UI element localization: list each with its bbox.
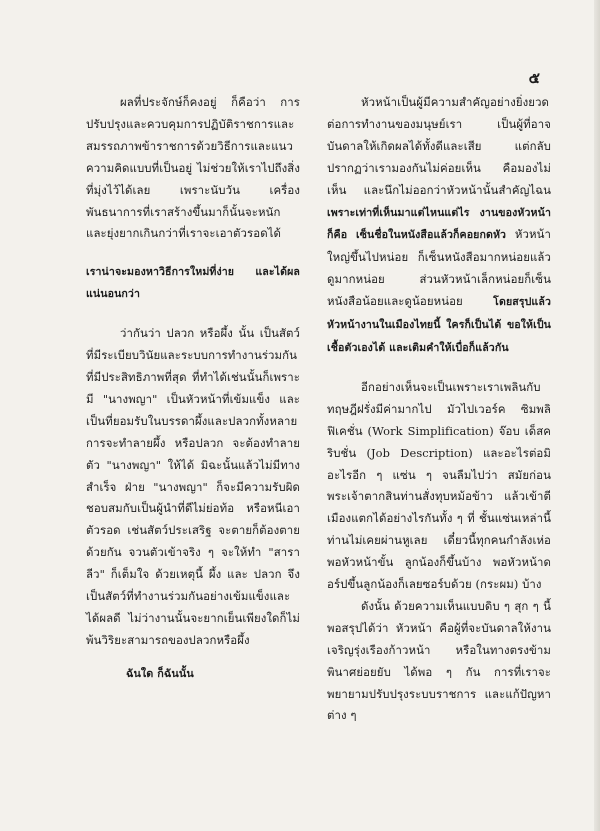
right-paragraph-1 [327,92,551,360]
right-paragraph-1-bold-2: โดยสรุปแล้วหัวหน้างานในเมืองไทยนี้ ใครก็เป็นได้ ขอให้เป็นเชื้อตัวเองได้ และเติมคำให้เบื่อก็แล้วกัน [327,296,551,354]
right-paragraph-1-bold: เพราะเท่าที่เห็นมาแต่ไหนแต่ไร งานของหัวหน้า ก็คือ เซ็นชื่อในหนังสือแล้วก็คอยกดหัว [327,206,551,242]
page-number: ๕ [528,69,540,87]
left-paragraph-1: ผลที่ประจักษ์ก็คงอยู่ ก็คือว่า การปรับปรุงและควบคุมการปฏิบัติราชการและสมรรถภาพข้าราชการด้วยวิธีการและแนวความคิดแบบที่เป็นอยู่ ไม่ช่วยให้เราไปถึงสิ่งที่มุ่งไว้ได้เลย เพราะนับวัน เครื่องพันธนาการที่เราสร้างขึ้นมาก็นั้นจะหนักและยุ่งยากเกินกว่าที่เราจะเอาตัวรอดได้ [86,95,300,241]
left-paragraph-2: ว่ากันว่า ปลวก หรือผึ้ง นั้น เป็นสัตว์ที่มีระเบียบวินัยและระบบการทำงานร่วมกันที่มีประสิทธิภาพที่สุด ที่ทำได้เช่นนั้นก็เพราะมี "นางพญา" เป็นหัวหน้าที่เข้มแข็ง และเป็นที่ยอมรับในบรรดาผึ้งและปลวกทั้งหลาย การจะทำลายผึ้ง หรือปลวก จะต้องทำลายตัว "นางพญา" ให้ได้ มิฉะนั้นแล้วไม่มีทางสำเร็จ ฝ่าย "นางพญา" ก็จะมีความรับผิดชอบสมกับเป็นผู้นำที่ดีไม่ย่อท้อ หรือหนีเอาตัวรอด เช่นสัตว์ประเสริฐ จะตายก็ต้องตายด้วยกัน จวนตัวเข้าจริง ๆ จะให้ทำ "สาราลีว" ก็เต็มใจ ด้วยเหตุนี้ ผึ้ง และ ปลวก จึงเป็นสัตว์ที่ทำงานร่วมกันอย่างเข้มแข็งและได้ผลดี ไม่ว่างานนั้นจะยากเย็นเพียงใดก็ไม่พ้นวิริยะสามารถของปลวกหรือผึ้ง [86,326,300,647]
left-bold-statement: เราน่าจะมองหาวิธีการใหม่ที่ง่าย และได้ผลแน่นอนกว่า [86,266,300,301]
right-paragraph-1-tail: หัวหน้าใหญ่ขึ้นไปหน่อย ก็เซ็นหนังสือมากหน่อยแล้วดูมากหน่อย ส่วนหัวหน้าเล็กหน่อยก็เซ็นหนังสือน้อยและดูน้อยหน่อย [327,227,551,309]
right-paragraph-1-text: หัวหน้าเป็นผู้มีความสำคัญอย่างยิ่งยวดต่อการทำงานของมนุษย์เรา เป็นผู้ที่อาจบันดาลให้เกิดผลได้ทั้งดีและเสีย แต่กลับปรากฏว่าเรามองกันไม่ค่อยเห็น คือมองไม่เห็น และนึกไม่ออกว่าหัวหน้านั้นสำคัญไฉน [327,95,551,197]
right-paragraph-3: ดังนั้น ด้วยความเห็นแบบดิบ ๆ สุก ๆ นี้พอสรุปได้ว่า หัวหน้า คือผู้ที่จะบันดาลให้งานเจริญรุ่งเรืองก้าวหน้า หรือในทางตรงข้ามพินาศย่อยยับ ได้พอ ๆ กัน การที่เราจะพยายามปรับปรุงระบบราชการ และแก้ปัญหาต่าง ๆ [327,598,551,723]
scan-edge [594,0,600,831]
left-column [86,92,300,685]
right-column [327,92,551,727]
right-paragraph-2: อีกอย่างเห็นจะเป็นเพราะเราเพลินกับทฤษฎีฝรั่งมีค่ามากไป มัวไปเวอร์ค ซิมพลิฟิเคชั่น (Work Simplification) จ๊อบ เด็สคริบชั่น (Job Description) และอะไรต่อมิอะไรอีก ๆ แซ่น ๆ จนลืมไปว่า สมัยก่อนพระเจ้าตากสินท่านสั่งทุบหม้อข้าว แล้วเข้าตีเมืองแตกได้อย่างไรกันทั้ง ๆ ที่ ชั้นแซ่นเหล่านี้ท่านไม่เคยผ่านหูเลย เดี๋ยวนี้ทุกคนกำลังเห่อ พอหัวหน้าขั้น ลูกน้องก็ขึ้นบ้าง พอหัวหน้าดอร์ปขึ้นลูกน้องก็เลยซอร์บด้วย (กระผม) บ้าง [327,379,551,592]
left-closing-line: ฉันใด ก็ฉันนั้น [126,666,194,680]
